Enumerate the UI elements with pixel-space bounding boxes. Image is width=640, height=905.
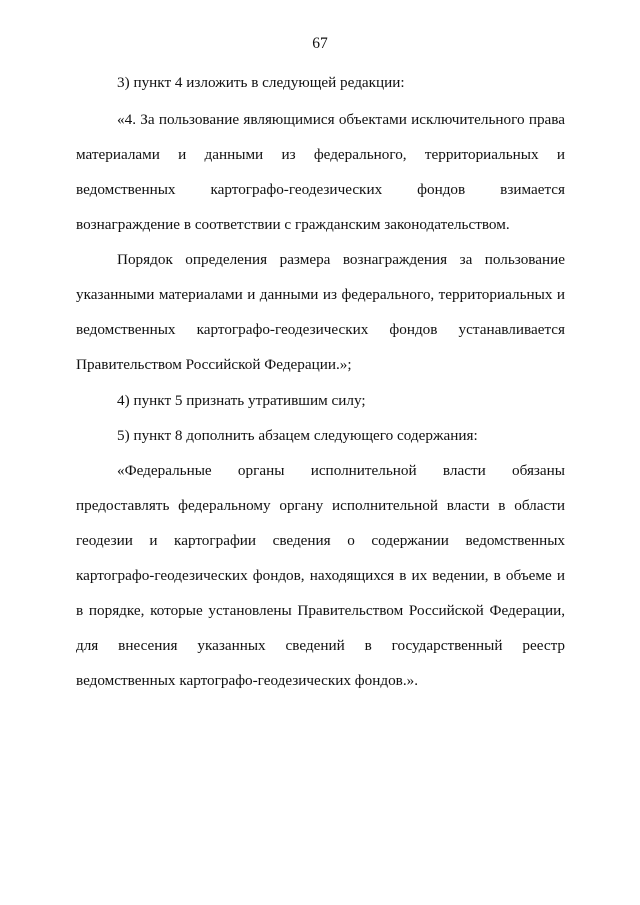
procedure-paragraph-line-4: Правительством Российской Федерации.»; — [76, 356, 352, 373]
page-number: 67 — [312, 35, 328, 52]
procedure-paragraph-line-2: указанными материалами и данными из федерального, территориальных и — [76, 286, 565, 303]
quote-federal-bodies-line-2: предоставлять федеральному органу исполнительной власти в области — [76, 497, 565, 514]
quote-federal-bodies-line-1: «Федеральные органы исполнительной власти обязаны — [117, 462, 565, 479]
quote-item-4-line-1: «4. За пользование являющимися объектами исключительного права — [117, 111, 565, 128]
quote-item-4-line-3: ведомственных картографо-геодезических фондов взимается — [76, 181, 565, 198]
quote-item-4-line-2: материалами и данными из федерального, территориальных и — [76, 146, 565, 163]
paragraph-item-5-line: 5) пункт 8 дополнить абзацем следующего содержания: — [117, 427, 478, 444]
quote-item-4-line-4: вознаграждение в соответствии с гражданским законодательством. — [76, 216, 510, 233]
quote-federal-bodies-line-3: геодезии и картографии сведения о содержании ведомственных — [76, 532, 565, 549]
paragraph-item-4-line: 4) пункт 5 признать утратившим силу; — [117, 392, 366, 409]
procedure-paragraph-line-1: Порядок определения размера вознаграждения за пользование — [117, 251, 565, 268]
quote-federal-bodies-line-5: в порядке, которые установлены Правительством Российской Федерации, — [76, 602, 565, 619]
paragraph-item-3-line: 3) пункт 4 изложить в следующей редакции: — [117, 74, 405, 91]
procedure-paragraph-line-3: ведомственных картографо-геодезических фондов устанавливается — [76, 321, 565, 338]
quote-federal-bodies-line-7: ведомственных картографо-геодезических фондов.». — [76, 672, 419, 689]
quote-federal-bodies-line-4: картографо-геодезических фондов, находящихся в их ведении, в объеме и — [76, 567, 565, 584]
quote-federal-bodies-line-6: для внесения указанных сведений в государственный реестр — [76, 637, 565, 654]
